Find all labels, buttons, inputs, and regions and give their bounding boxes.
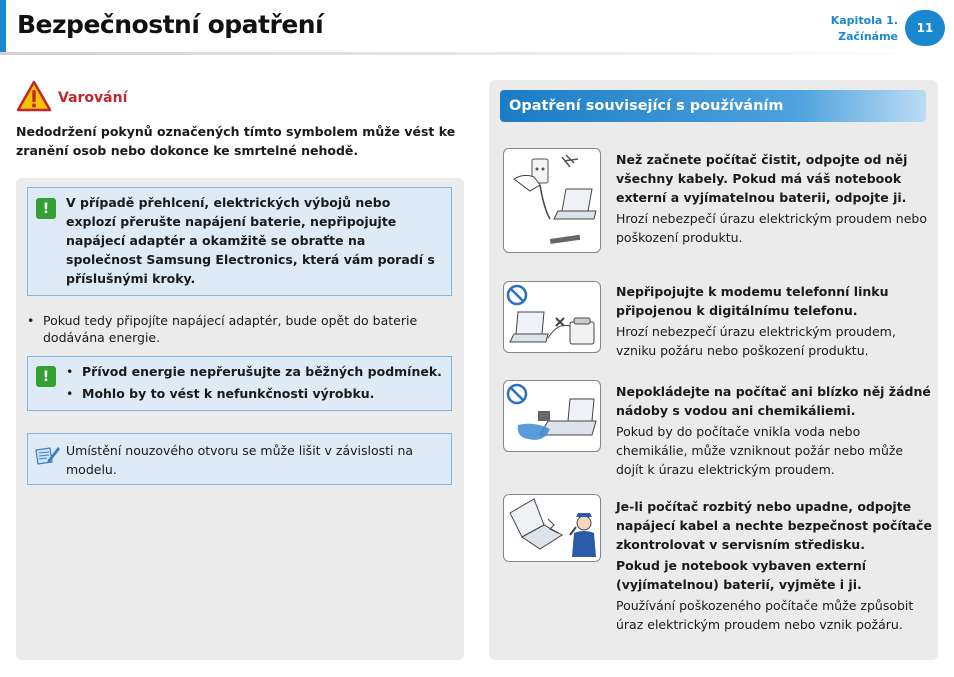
note-text: Umístění nouzového otvoru se může lišit v závislosti na modelu. — [66, 443, 414, 477]
warning-intro: Nedodržení pokynů označených tímto symbolem může vést ke zranění osob nebo dokonce ke smrtelné nehodě. — [16, 124, 456, 158]
caution-list — [66, 361, 443, 405]
chapter-number: Kapitola 1. — [830, 14, 898, 27]
note-box — [27, 433, 452, 485]
chapter-name: Začínáme — [838, 30, 898, 43]
item-warning: Nepokládejte na počítač ani blízko něj žádné nádoby s vodou ani chemikáliemi. — [616, 384, 931, 418]
item-detail: Hrozí nebezpečí úrazu elektrickým proudem nebo poškození produktu. — [616, 211, 927, 245]
item-detail: Pokud by do počítače vnikla voda nebo chemikálie, může vzniknout požár nebo může dojít k úrazu elektrickým proudem. — [616, 424, 904, 477]
item-warning-extra: Pokud je notebook vybaven externí (vyjímatelnou) baterií, vyjměte i ji. — [616, 558, 866, 592]
bullet-text: Pokud tedy připojíte napájecí adaptér, bude opět do baterie dodávána energie. — [43, 313, 418, 345]
damaged-illustration — [503, 494, 601, 562]
note-pencil-icon — [34, 444, 60, 472]
page-title: Bezpečnostní opatření — [17, 10, 324, 39]
item-warning: Nepřipojujte k modemu telefonní linku připojenou k digitálnímu telefonu. — [616, 284, 889, 318]
item-warning: Je-li počítač rozbitý nebo upadne, odpojte napájecí kabel a nechte bezpečnost počítače zkontrolovat v servisním středisku. — [616, 499, 932, 552]
caution-box-2 — [27, 356, 452, 411]
exclamation-icon: ! — [36, 198, 56, 219]
cleaning-illustration — [503, 148, 601, 253]
list-item: • Přívod energie nepřerušujte za běžných podmínek. — [66, 361, 443, 383]
list-item — [616, 282, 932, 360]
caution-text-1: V případě přehlcení, elektrických výbojů nebo explozí přerušte napájení baterie, nepřipojujte napájecí adaptér a okamžitě se obraťte na společnost Samsung Electronics, která vám poradí s příslušnými kroky. — [66, 195, 435, 286]
warning-triangle-icon — [16, 80, 52, 116]
list-item — [616, 150, 932, 247]
list-item — [616, 382, 932, 479]
liquid-illustration — [503, 380, 601, 452]
item-detail: Používání poškozeného počítače může způsobit úraz elektrickým proudem nebo vznik požáru. — [616, 598, 914, 632]
header-accent-bar — [0, 0, 6, 52]
item-detail: Hrozí nebezpečí úrazu elektrickým proudem, vzniku požáru nebo poškození produktu. — [616, 324, 896, 358]
caution-box-1 — [27, 187, 452, 296]
list-item — [616, 497, 932, 634]
item-warning: Než začnete počítač čistit, odpojte od něj všechny kabely. Pokud má váš notebook externí a vyjímatelnou baterii, odpojte ji. — [616, 152, 908, 205]
section-header: Opatření související s používáním — [500, 90, 926, 122]
modem-illustration — [503, 281, 601, 353]
chapter-label — [831, 13, 898, 45]
list-item: • Mohlo by to vést k nefunkčnosti výrobku. — [66, 383, 443, 405]
list-item — [27, 312, 447, 346]
page-number-badge: 11 — [905, 10, 945, 46]
header-divider — [0, 52, 940, 55]
left-panel — [16, 178, 464, 660]
bullet-dot: • — [27, 313, 35, 328]
exclamation-icon: ! — [36, 366, 56, 387]
warning-heading — [16, 80, 127, 116]
warning-label: Varování — [58, 90, 128, 106]
